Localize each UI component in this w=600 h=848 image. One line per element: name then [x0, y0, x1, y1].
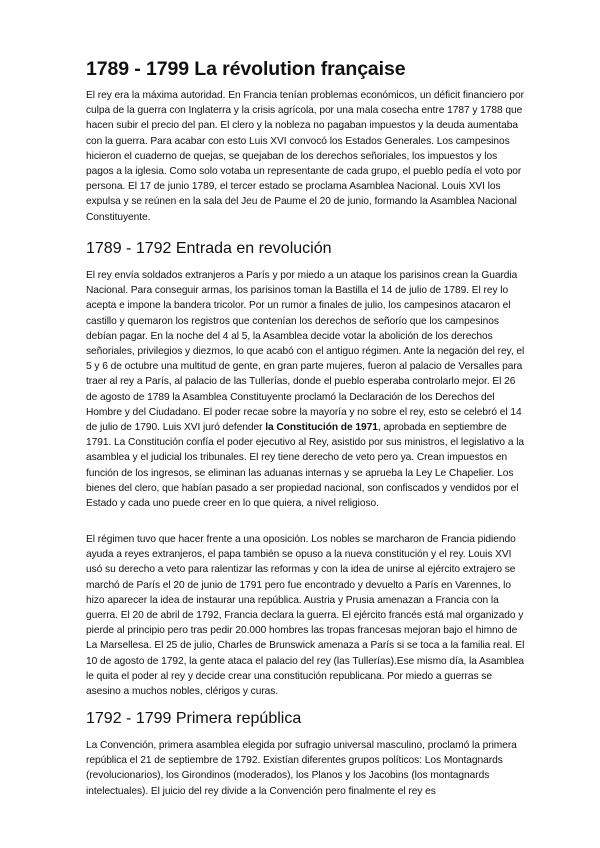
section-paragraph-entrada-2: El régimen tuvo que hacer frente a una oposición. Los nobles se marcharon de Francia pidiendo ayuda a reyes extranjeros, el papa también se opuso a la nueva constitución y el rey. Louis XVI usó su derecho a veto para ralentizar las reformas y con la idea de unirse al ejército extrajero se marchó de París el 20 de junio de 1791 pero fue encontrado y devuelto a París en Varennes, lo hizo aparecer la idea de instaurar una república. Austria y Prusia amenazan a Francia con la guerra. El 20 de abril de 1792, Francia declara la guerra. El ejército francés está mal organizado y pierde al principio pero tras pedir 20.000 hombres las tropas francesas mejoran bajo el himno de La Marsellesa. El 25 de julio, Charles de Brunswick amenaza a París si se toca a la familia real. El 10 de agosto de 1792, la gente ataca el palacio del rey (las Tullerías).Ese mismo día, la Asamblea le quita el poder al rey y decide crear una constitución republicana. Por miedo a guerras se asesino a muchos nobles, clérigos y curas.	[86, 534, 525, 698]
section-heading-french-revolution: 1789 - 1799 La révolution française	[86, 58, 406, 80]
section-paragraph-primera-republica: La Convención, primera asamblea elegida por sufragio universal masculino, proclamó la primera república el 21 de septiembre de 1792. Existían diferentes grupos políticos: Los Montagnards (revolucionarios), los Girondinos (moderados), los Planos y los Jacobins (los montagnards intelectuales). El juicio del rey divide a la Convención pero finalmente el rey es	[86, 740, 517, 797]
bold-constitution-text: la Constitución de 1971	[265, 422, 378, 434]
section-paragraph-french-revolution: El rey era la máxima autoridad. En Francia tenían problemas económicos, un déficit financiero por culpa de la guerra con Inglaterra y la crisis agrícola, por una mala cosecha entre 1787 y 1788 que hacen subir el precio del pan. El clero y la nobleza no pagaban impuestos y la deuda aumentaba con la guerra. Para acabar con esto Luis XVI convocó los Estados Generales. Los campesinos hicieron el cuaderno de quejas, se quejaban de los derechos señoriales, los impuestos y los pagos a la iglesia. Como solo votaba un representante de cada grupo, el pueblo pedía el voto por persona. El 17 de junio 1789, el tercer estado se proclama Asamblea Nacional. Louis XVI los expulsa y se reúnen en la sala del Jeu de Paume el 20 de junio, formando la Asamblea Nacional Constituyente.	[86, 90, 524, 223]
paragraph-text: El rey envía soldados extranjeros a París y por miedo a un ataque los parisinos crean la Guardia Nacional. Para conseguir armas, los parisinos toman la Bastilla el 14 de julio de 1789. El rey lo acepta e impone la bandera tricolor. Por un rumor a finales de julio, los campesinos atacaron el castillo y quemaron los registros que contenían los derechos de señorío que los campesinos debían pagar. En la noche del 4 al 5, la Asamblea decide votar la abolición de los derechos señoriales, privilegios y diezmos, lo que acabó con el antiguo régimen. Ante la negación del rey, el 5 y 6 de octubre una multitud de gente, en gran parte mujeres, fueron al palacio de Versalles para traer al rey a París, al palacio de las Tullerías, donde el pueblo esperaba controlarlo mejor. El 26 de agosto de 1789 la Asamblea Constituyente proclamó la Declaración de los Derechos del Hombre y del Ciudadano. El poder recae sobre la mayoría y no sobre el rey, esto se celebró el 14 de julio de 1790. Luis XVI juró defender	[86, 270, 525, 434]
section-heading-entrada-en-revolucion: 1789 - 1792 Entrada en revolución	[86, 240, 332, 257]
paragraph-text: , aprobada en septiembre de 1791. La Constitución confía el poder ejecutivo al Rey, asistido por sus ministros, el legislativo a la asamblea y el judicial los tribunales. El rey tiene derecho de veto pero ya. Crean impuestos en función de los ingresos, se eliminan las aduanas internas y se aprueba la Ley Le Chapelier. Los bienes del clero, que habían pasado a ser propiedad nacional, son confiscados y vendidos por el Estado y cada uno puede creer en lo que quiera, a nivel religioso.	[86, 422, 525, 510]
section-heading-primera-republica: 1792 - 1799 Primera república	[86, 710, 302, 727]
section-paragraph-entrada-1	[86, 268, 526, 511]
